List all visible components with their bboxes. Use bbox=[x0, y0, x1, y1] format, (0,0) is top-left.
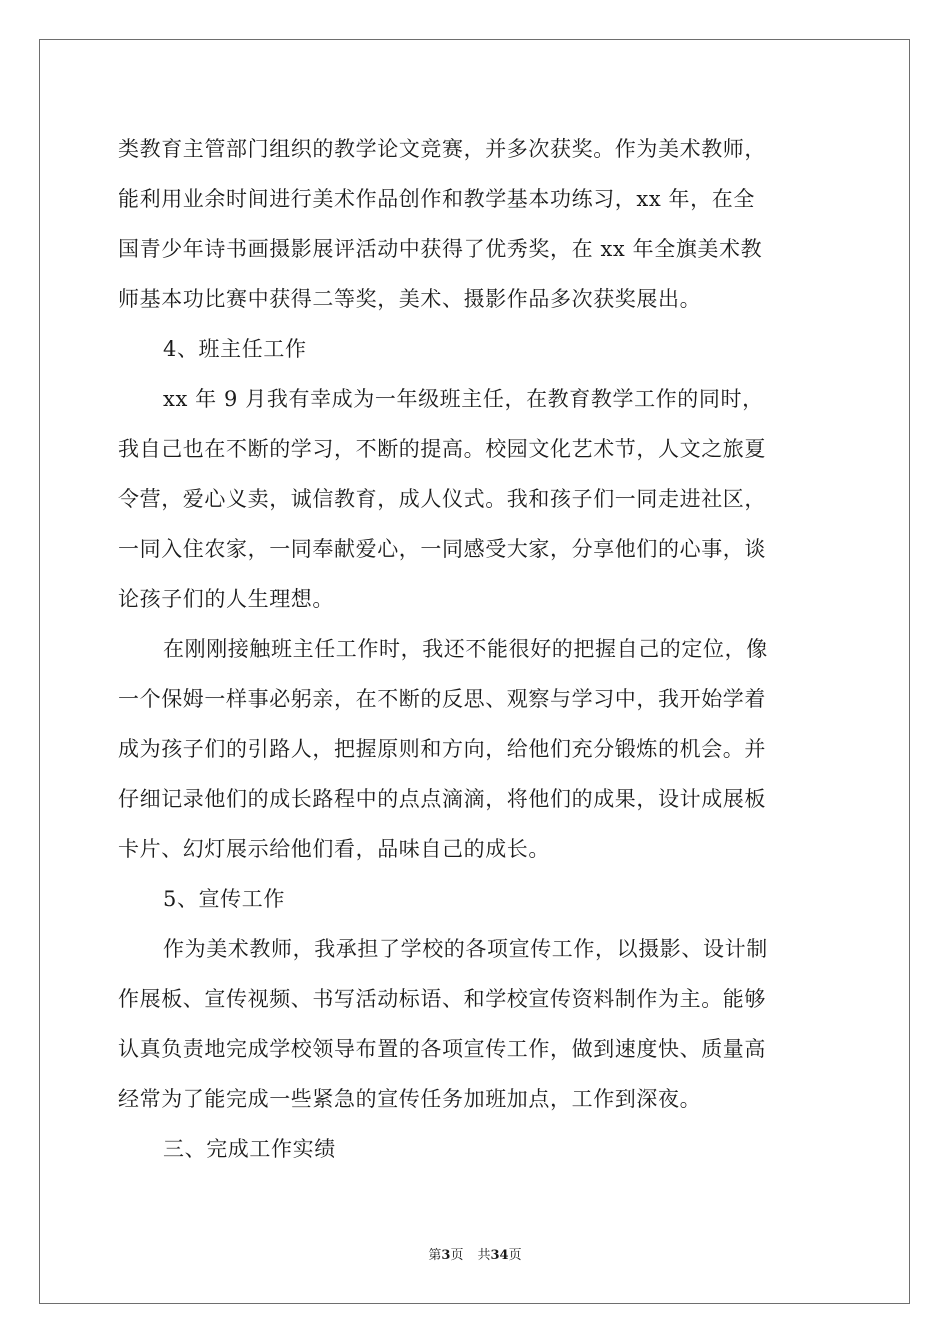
text-line: 类教育主管部门组织的教学论文竞赛，并多次获奖。作为美术教师， bbox=[118, 137, 766, 161]
total-suffix: 页 bbox=[508, 1248, 522, 1263]
text-line: xx 年 9 月我有幸成为一年级班主任，在教育教学工作的同时， bbox=[163, 387, 764, 411]
section-heading: 4、班主任工作 bbox=[163, 337, 307, 361]
text-line: 作为美术教师，我承担了学校的各项宣传工作，以摄影、设计制 bbox=[163, 937, 768, 961]
section-heading: 三、完成工作实绩 bbox=[163, 1137, 336, 1161]
text-line: 作展板、宣传视频、书写活动标语、和学校宣传资料制作为主。能够 bbox=[118, 987, 766, 1011]
page-number: 3 bbox=[441, 1248, 451, 1263]
text-line: 在刚刚接触班主任工作时，我还不能很好的把握自己的定位，像 bbox=[163, 637, 768, 661]
page-footer bbox=[0, 1244, 950, 1263]
total-prefix: 共 bbox=[477, 1248, 491, 1263]
text-line: 一同入住农家，一同奉献爱心，一同感受大家，分享他们的心事，谈 bbox=[118, 537, 766, 561]
text-line: 仔细记录他们的成长路程中的点点滴滴，将他们的成果，设计成展板 bbox=[118, 787, 766, 811]
total-pages: 34 bbox=[490, 1248, 509, 1263]
document-body bbox=[118, 124, 838, 1174]
text-line: 论孩子们的人生理想。 bbox=[118, 587, 334, 611]
page-suffix: 页 bbox=[450, 1248, 464, 1263]
text-line: 经常为了能完成一些紧急的宣传任务加班加点，工作到深夜。 bbox=[118, 1087, 702, 1111]
text-line: 成为孩子们的引路人，把握原则和方向，给他们充分锻炼的机会。并 bbox=[118, 737, 766, 761]
text-line: 国青少年诗书画摄影展评活动中获得了优秀奖，在 xx 年全旗美术教 bbox=[118, 237, 763, 261]
text-line: 认真负责地完成学校领导布置的各项宣传工作，做到速度快、质量高 bbox=[118, 1037, 766, 1061]
text-line: 能利用业余时间进行美术作品创作和教学基本功练习，xx 年，在全 bbox=[118, 187, 755, 211]
text-line: 令营，爱心义卖，诚信教育，成人仪式。我和孩子们一同走进社区， bbox=[118, 487, 766, 511]
text-line: 我自己也在不断的学习，不断的提高。校园文化艺术节，人文之旅夏 bbox=[118, 437, 766, 461]
text-line: 卡片、幻灯展示给他们看，品味自己的成长。 bbox=[118, 837, 550, 861]
page-prefix: 第 bbox=[428, 1248, 442, 1263]
section-heading: 5、宣传工作 bbox=[163, 887, 285, 911]
text-line: 师基本功比赛中获得二等奖，美术、摄影作品多次获奖展出。 bbox=[118, 287, 702, 311]
text-line: 一个保姆一样事必躬亲，在不断的反思、观察与学习中，我开始学着 bbox=[118, 687, 766, 711]
